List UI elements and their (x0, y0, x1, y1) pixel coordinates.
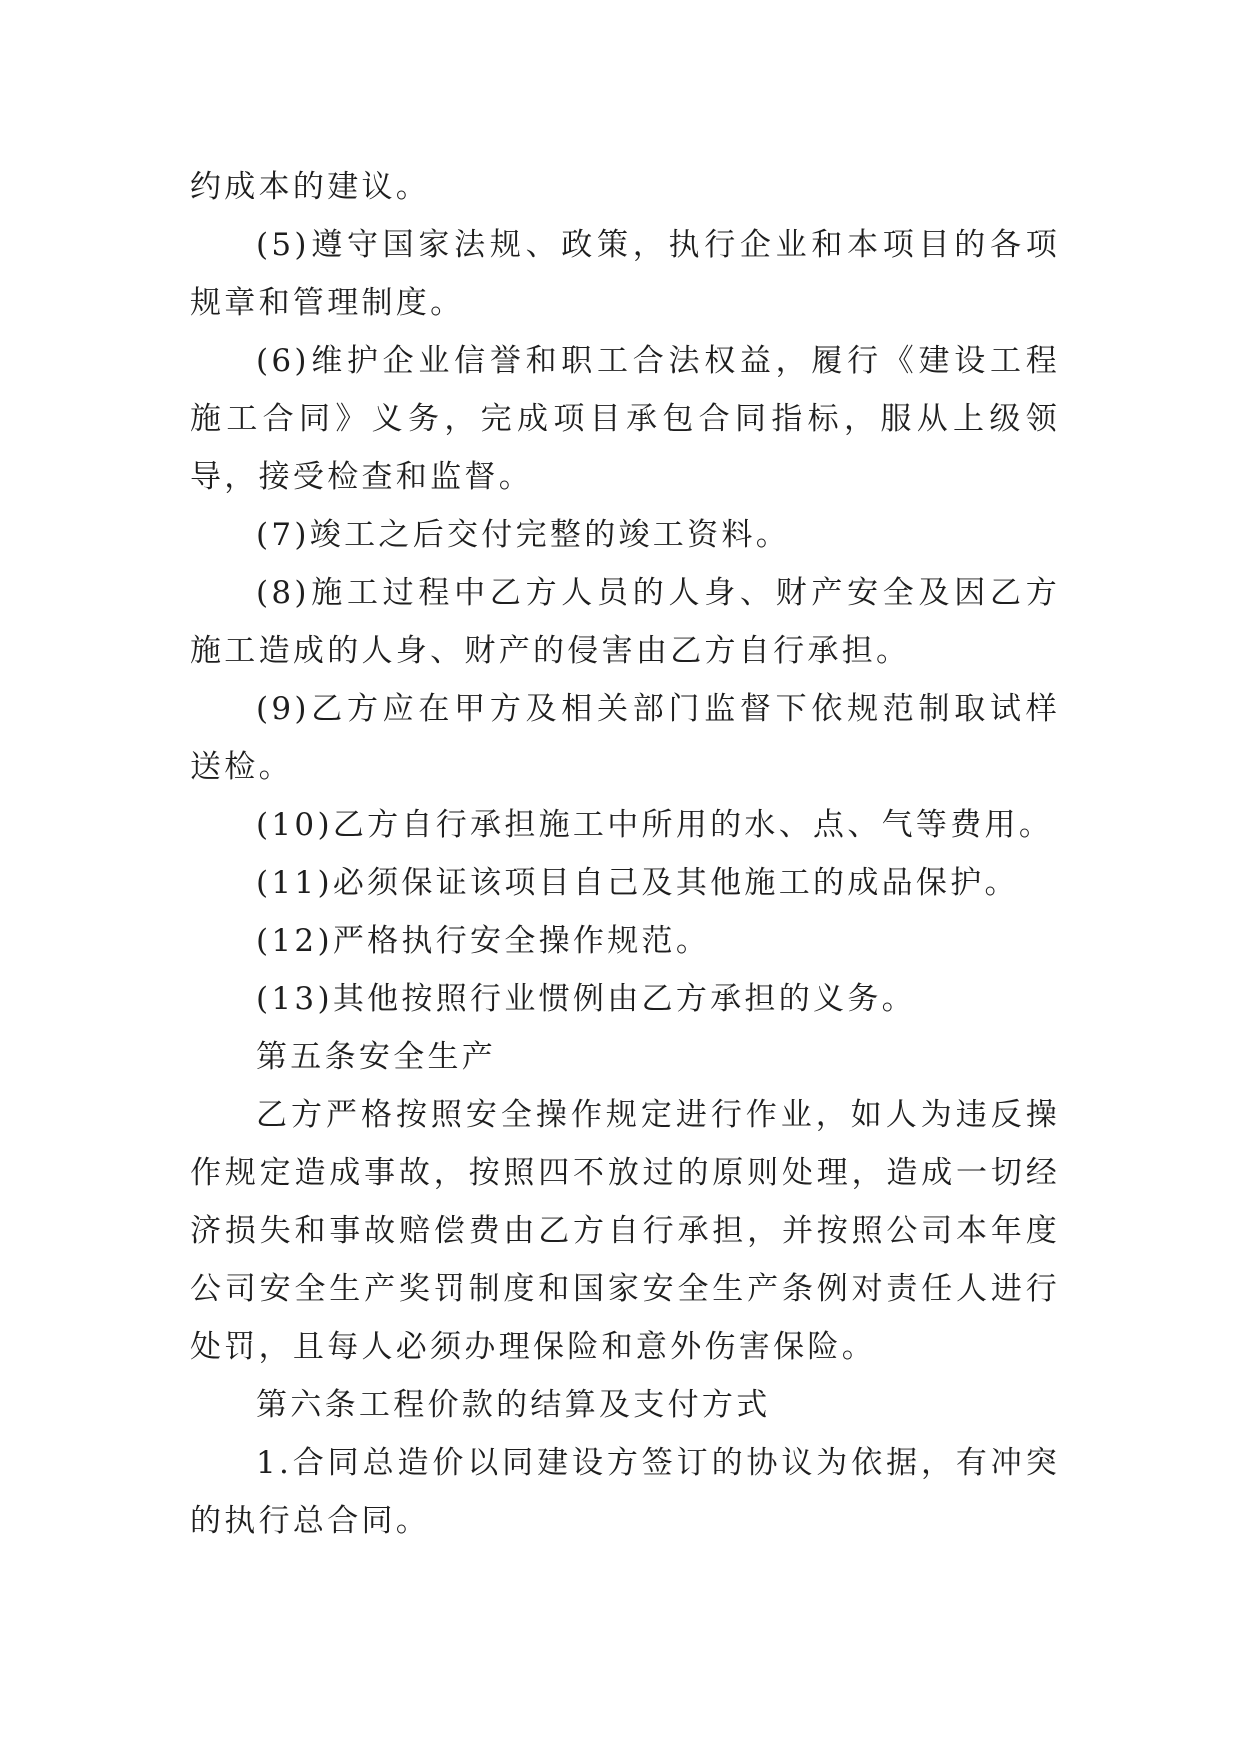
paragraph-item-7: (7)竣工之后交付完整的竣工资料。 (256, 517, 791, 553)
section-heading-article-5: 第五条安全生产 (256, 1039, 497, 1075)
paragraph-item-5: (5)遵守国家法规、政策，执行企业和本项目的各项规章和管理制度。 (190, 227, 1060, 321)
paragraph-settlement-1: 1.合同总造价以同建设方签订的协议为依据，有冲突的执行总合同。 (190, 1445, 1060, 1539)
paragraph-item-6: (6)维护企业信誉和职工合法权益，履行《建设工程施工合同》义务，完成项目承包合同指标，服从上级领导，接受检查和监督。 (190, 343, 1060, 495)
paragraph-item-9: (9)乙方应在甲方及相关部门监督下依规范制取试样送检。 (190, 691, 1060, 785)
section-heading-article-6: 第六条工程价款的结算及支付方式 (256, 1387, 771, 1423)
document-body (190, 158, 1060, 1550)
paragraph-item-10: (10)乙方自行承担施工中所用的水、点、气等费用。 (256, 807, 1054, 843)
paragraph-item-13: (13)其他按照行业惯例由乙方承担的义务。 (256, 981, 916, 1017)
paragraph-item-8: (8)施工过程中乙方人员的人身、财产安全及因乙方施工造成的人身、财产的侵害由乙方自行承担。 (190, 575, 1060, 669)
paragraph-item-12: (12)严格执行安全操作规范。 (256, 923, 711, 959)
paragraph-continuation: 约成本的建议。 (190, 169, 431, 205)
paragraph-item-11: (11)必须保证该项目自己及其他施工的成品保护。 (256, 865, 1019, 901)
paragraph-safety-production: 乙方严格按照安全操作规定进行作业，如人为违反操作规定造成事故，按照四不放过的原则处理，造成一切经济损失和事故赔偿费由乙方自行承担，并按照公司本年度公司安全生产奖罚制度和国家安全生产条例对责任人进行处罚，且每人必须办理保险和意外伤害保险。 (190, 1097, 1060, 1365)
